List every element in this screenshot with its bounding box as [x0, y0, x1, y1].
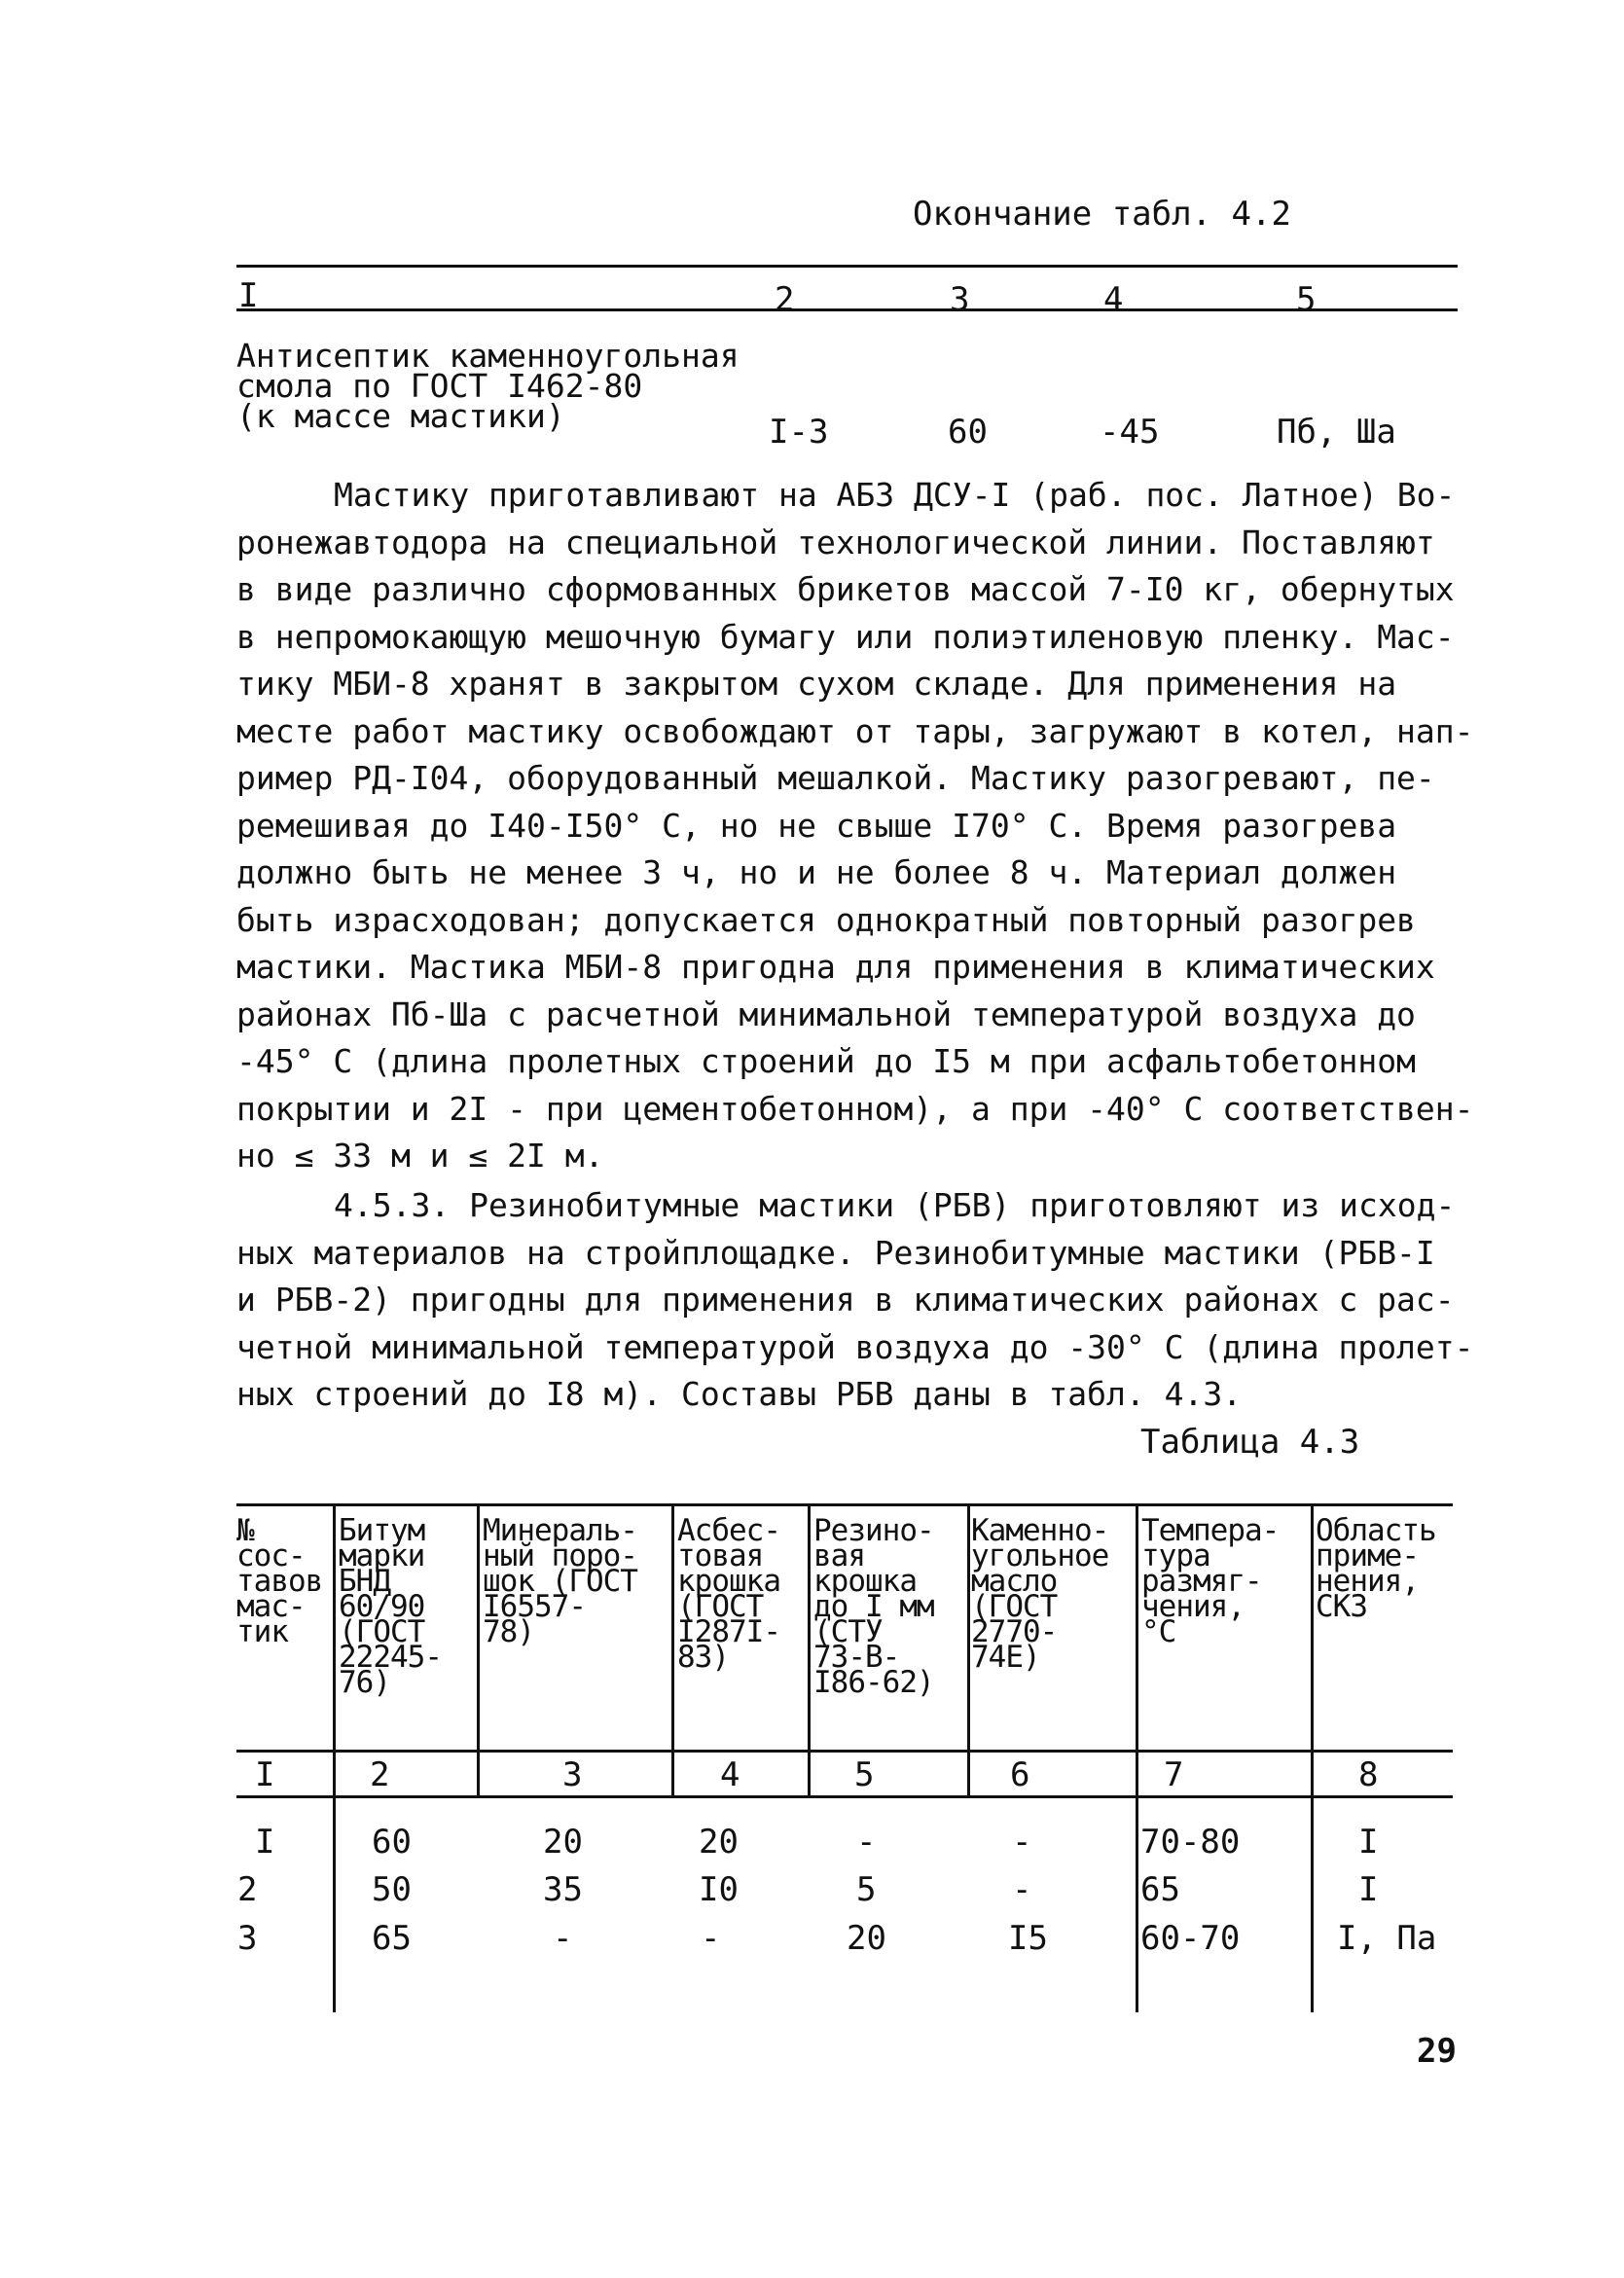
table-4-3-header-cell: Минераль- ный поро- шок (ГОСТ I6557- 78)	[483, 1513, 637, 1649]
table-4-2-colnum-2: 2	[775, 280, 795, 319]
paragraph-line: Мастику приготавливают на АБЗ ДСУ-I (раб. пос. Латное) Во-	[334, 476, 1456, 514]
table-4-2-header-rule	[236, 308, 1458, 311]
paragraph-line: месте работ мастику освобождают от тары, загружают в котел, нап-	[236, 711, 1474, 750]
table-4-2-row-name	[236, 337, 740, 435]
paragraph-line: покрытии и 2I - при цементобетонном), а при -40° С соответствен-	[236, 1089, 1474, 1128]
paragraph-line: районах Пб-Ша с расчетной минимальной температурой воздуха до	[236, 994, 1416, 1033]
table-cell: I5	[1008, 1919, 1048, 1958]
table-4-3-colnum: 6	[1010, 1755, 1030, 1794]
table-4-3-col-divider	[967, 1503, 970, 1798]
paragraph-line: должно быть не менее 3 ч, но и не более 8 ч. Материал должен	[236, 853, 1397, 891]
table-cell: 2	[237, 1870, 258, 1909]
table-cell: -	[856, 1823, 877, 1862]
table-4-3-header-cell: Асбес- товая крошка (ГОСТ I287I- 83)	[677, 1513, 780, 1675]
row-name-line: (к массе мастики)	[236, 397, 565, 435]
table-4-2-cell: Пб, Ша	[1277, 413, 1396, 452]
table-4-2-colnum-3: 3	[950, 280, 970, 319]
table-4-3-col-divider	[1311, 1503, 1314, 2012]
table-4-3-colnum: 8	[1358, 1755, 1379, 1794]
paragraph-line: ных строений до I8 м). Составы РБВ даны в табл. 4.3.	[236, 1375, 1243, 1413]
table-4-3-header-bottom-rule	[236, 1750, 1453, 1753]
paragraph-line: ремешивая до I40-I50° С, но не свыше I70° С. Время разогрева	[236, 806, 1397, 845]
table-4-3-col-divider	[808, 1503, 811, 1798]
table-cell: 60	[372, 1823, 412, 1862]
table-cell: -	[1012, 1823, 1032, 1862]
table-cell: 5	[856, 1870, 877, 1909]
page-number: 29	[1417, 2032, 1457, 2071]
table-4-3-top-rule	[236, 1503, 1453, 1506]
row-name-line: Антисептик каменноугольная	[236, 337, 740, 375]
paragraph-line: в непромокающую мешочную бумагу или полиэтиленовую пленку. Мас-	[236, 617, 1455, 656]
table-4-3-header-cell: № сос- тавов мас- тик	[236, 1513, 323, 1649]
table-4-3-col-divider	[671, 1503, 674, 1798]
table-4-3-col-divider	[477, 1750, 480, 1798]
table-4-3-colnum: 2	[370, 1755, 390, 1794]
table-4-2-cell: -45	[1100, 413, 1160, 452]
table-4-3-col-divider	[333, 1503, 336, 2012]
table-4-3-colnum: 3	[562, 1755, 583, 1794]
paragraph-4-5-3	[236, 1182, 1472, 1419]
paragraph-line: тику МБИ-8 хранят в закрытом сухом складе. Для применения на	[236, 665, 1397, 703]
table-4-3-header-cell: Резино- вая крошка до I мм (СТУ 73-В- I86-62)	[813, 1513, 934, 1700]
paragraph-line: мастики. Мастика МБИ-8 пригодна для применения в климатических	[236, 948, 1435, 986]
paragraph-line: ных материалов на стройплощадке. Резинобитумные мастики (РБВ-I	[236, 1233, 1435, 1272]
table-cell: I	[255, 1823, 275, 1862]
row-name-line: смола по ГОСТ I462-80	[236, 367, 643, 405]
table-4-3-header-cell: Каменно- угольное масло (ГОСТ 2770- 74Е)	[971, 1513, 1109, 1675]
table-cell: 35	[543, 1870, 583, 1909]
table-4-3-colnum: 4	[720, 1755, 740, 1794]
table-cell: 65	[372, 1919, 412, 1958]
table-cell: 3	[237, 1919, 258, 1958]
table-4-3-colnum: I	[255, 1755, 275, 1794]
table-cell: I, Па	[1337, 1919, 1437, 1958]
table-cell: 60-70	[1140, 1919, 1241, 1958]
table-4-3-colnum: 5	[854, 1755, 875, 1794]
table-cell: -	[701, 1919, 721, 1958]
table-cell: 20	[543, 1823, 583, 1862]
table-cell: I	[1358, 1823, 1379, 1862]
table-cell: I	[1358, 1870, 1379, 1909]
paragraph-line: ронежавтодора на специальной технологической линии. Поставляют	[236, 523, 1435, 561]
table-cell: 50	[372, 1870, 412, 1909]
table-4-2-colnum-5: 5	[1296, 280, 1317, 319]
table-4-2-colnum-4: 4	[1103, 280, 1124, 319]
table-4-3-caption: Таблица 4.3	[1140, 1423, 1360, 1462]
table-cell: 65	[1140, 1870, 1180, 1909]
table-cell: 20	[847, 1919, 886, 1958]
table-cell: 70-80	[1140, 1823, 1241, 1862]
table-4-3-col-divider	[1136, 1503, 1138, 2012]
paragraph-line: -45° С (длина пролетных строений до I5 м при асфальтобетонном	[236, 1042, 1416, 1080]
table-cell: I0	[699, 1870, 739, 1909]
table-4-3-header-cell: Битум марки БНД 60/90 (ГОСТ 22245- 76)	[339, 1513, 442, 1700]
table-4-2-top-rule	[236, 265, 1458, 268]
table-4-2-cell: 60	[948, 413, 988, 452]
continuation-caption: Окончание табл. 4.2	[913, 195, 1291, 234]
table-4-3-header-cell: Область приме- нения, СКЗ	[1316, 1513, 1436, 1624]
table-cell: 20	[699, 1823, 739, 1862]
table-cell: -	[553, 1919, 573, 1958]
table-4-2-colnum-1: I	[238, 276, 259, 315]
table-4-3-colnum-rule	[236, 1795, 1453, 1798]
table-cell: -	[1012, 1870, 1032, 1909]
paragraph-line: в виде различно сформованных брикетов массой 7-I0 кг, обернутых	[236, 570, 1455, 608]
paragraph-line: и РБВ-2) пригодны для применения в климатических районах с рас-	[236, 1281, 1455, 1319]
paragraph-line: ример РД-I04, оборудованный мешалкой. Мастику разогревают, пе-	[236, 759, 1435, 797]
paragraph-line: быть израсходован; допускается однократный повторный разогрев	[236, 900, 1416, 939]
paragraph-line: 4.5.3. Резинобитумные мастики (РБВ) приготовляют из исход-	[334, 1186, 1456, 1224]
table-4-3-colnum: 7	[1164, 1755, 1184, 1794]
paragraph-mbi8	[236, 472, 1472, 1180]
table-4-2-cell: I-3	[769, 413, 829, 452]
paragraph-line: но ≤ 33 м и ≤ 2I м.	[236, 1137, 604, 1175]
table-4-3-header-cell: Темпера- тура размяг- чения, °С	[1141, 1513, 1280, 1649]
paragraph-line: четной минимальной температурой воздуха до -30° С (длина пролет-	[236, 1327, 1474, 1366]
table-4-3-col-divider	[477, 1503, 480, 1753]
